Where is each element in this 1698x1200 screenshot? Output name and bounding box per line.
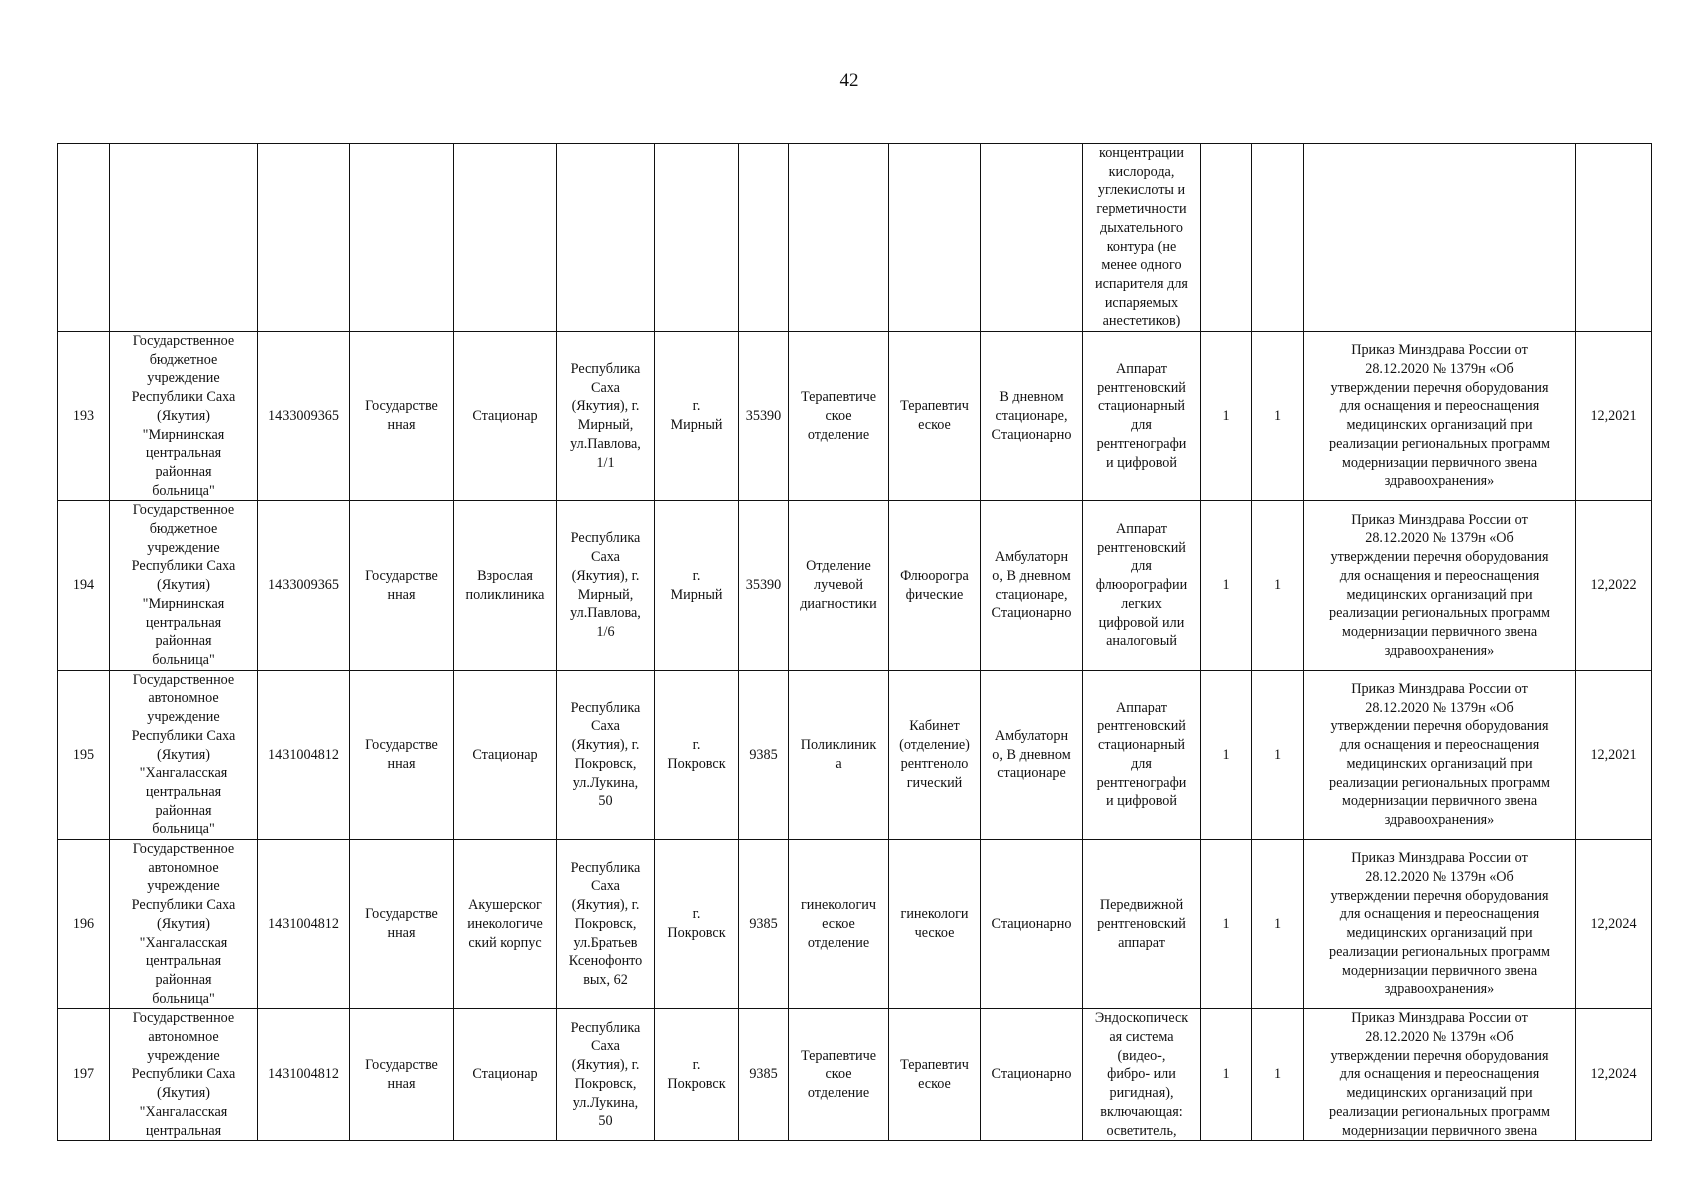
table-row (58, 1009, 1652, 1141)
cell-conditions: Амбулаторн о, В дневном стационаре (981, 670, 1083, 839)
cell-building: Стационар (454, 332, 557, 501)
cell-conditions (981, 144, 1083, 332)
cell-inn: 1431004812 (258, 670, 350, 839)
cell-num: 193 (58, 332, 110, 501)
cell-date (1576, 144, 1652, 332)
cell-num: 195 (58, 670, 110, 839)
cell-org (110, 144, 258, 332)
cell-profile (889, 144, 981, 332)
cell-date: 12,2021 (1576, 332, 1652, 501)
cell-department (789, 144, 889, 332)
cell-date: 12,2024 (1576, 1009, 1652, 1141)
cell-equipment: концентрации кислорода, углекислоты и герметичности дыхательного контура (не менее одного испарителя для испаряемых анестетиков) (1083, 144, 1201, 332)
cell-city: г. Покровск (655, 840, 739, 1009)
cell-basis: Приказ Минздрава России от 28.12.2020 № 1379н «Об утверждении перечня оборудования для оснащения и переоснащения медицинских организаций при реализации региональных программ модернизации первичного звена (1304, 1009, 1576, 1141)
cell-equipment: Передвижной рентгеновский аппарат (1083, 840, 1201, 1009)
cell-basis (1304, 144, 1576, 332)
cell-profile: Терапевтич еское (889, 332, 981, 501)
cell-conditions: Амбулаторн о, В дневном стационаре, Стационарно (981, 501, 1083, 670)
cell-equipment: Эндоскопическ ая система (видео-, фибро- или ригидная), включающая: осветитель, (1083, 1009, 1201, 1141)
cell-basis: Приказ Минздрава России от 28.12.2020 № 1379н «Об утверждении перечня оборудования для оснащения и переоснащения медицинских организаций при реализации региональных программ модернизации первичного звена здравоохранения» (1304, 840, 1576, 1009)
cell-address: Республика Саха (Якутия), г. Покровск, ул.Лукина, 50 (557, 1009, 655, 1141)
cell-qty-1: 1 (1201, 501, 1252, 670)
cell-building: Стационар (454, 670, 557, 839)
cell-ownership: Государстве нная (350, 840, 454, 1009)
cell-population: 35390 (739, 501, 789, 670)
cell-date: 12,2021 (1576, 670, 1652, 839)
cell-department: Поликлиник а (789, 670, 889, 839)
cell-org: Государственное автономное учреждение Республики Саха (Якутия) "Хангаласская центральная районная больница" (110, 670, 258, 839)
cell-department: Терапевтиче ское отделение (789, 1009, 889, 1141)
cell-basis: Приказ Минздрава России от 28.12.2020 № 1379н «Об утверждении перечня оборудования для оснащения и переоснащения медицинских организаций при реализации региональных программ модернизации первичного звена здравоохранения» (1304, 670, 1576, 839)
cell-qty-2 (1252, 144, 1304, 332)
cell-city: г. Мирный (655, 501, 739, 670)
cell-population: 9385 (739, 670, 789, 839)
cell-qty-1: 1 (1201, 332, 1252, 501)
table-row (58, 840, 1652, 1009)
cell-num: 194 (58, 501, 110, 670)
cell-inn: 1431004812 (258, 840, 350, 1009)
cell-department: Терапевтиче ское отделение (789, 332, 889, 501)
equipment-register-table (57, 143, 1652, 1141)
cell-equipment: Аппарат рентгеновский стационарный для рентгенографи и цифровой (1083, 670, 1201, 839)
cell-num: 196 (58, 840, 110, 1009)
cell-ownership: Государстве нная (350, 501, 454, 670)
cell-ownership (350, 144, 454, 332)
cell-department: гинекологич еское отделение (789, 840, 889, 1009)
cell-qty-1 (1201, 144, 1252, 332)
cell-inn: 1433009365 (258, 332, 350, 501)
cell-address (557, 144, 655, 332)
cell-qty-1: 1 (1201, 670, 1252, 839)
cell-population: 9385 (739, 1009, 789, 1141)
cell-city: г. Покровск (655, 670, 739, 839)
cell-city: г. Мирный (655, 332, 739, 501)
cell-building: Стационар (454, 1009, 557, 1141)
cell-basis: Приказ Минздрава России от 28.12.2020 № 1379н «Об утверждении перечня оборудования для оснащения и переоснащения медицинских организаций при реализации региональных программ модернизации первичного звена здравоохранения» (1304, 332, 1576, 501)
cell-inn (258, 144, 350, 332)
cell-profile: Терапевтич еское (889, 1009, 981, 1141)
table-row (58, 501, 1652, 670)
cell-org: Государственное бюджетное учреждение Республики Саха (Якутия) "Мирнинская центральная районная больница" (110, 332, 258, 501)
cell-address: Республика Саха (Якутия), г. Мирный, ул.Павлова, 1/6 (557, 501, 655, 670)
cell-qty-2: 1 (1252, 501, 1304, 670)
cell-qty-1: 1 (1201, 840, 1252, 1009)
cell-num (58, 144, 110, 332)
page-number: 42 (839, 70, 859, 91)
cell-building: Акушерског инекологиче ский корпус (454, 840, 557, 1009)
cell-population: 9385 (739, 840, 789, 1009)
cell-qty-1: 1 (1201, 1009, 1252, 1141)
cell-city (655, 144, 739, 332)
cell-building (454, 144, 557, 332)
cell-basis: Приказ Минздрава России от 28.12.2020 № 1379н «Об утверждении перечня оборудования для оснащения и переоснащения медицинских организаций при реализации региональных программ модернизации первичного звена здравоохранения» (1304, 501, 1576, 670)
cell-address: Республика Саха (Якутия), г. Покровск, ул.Братьев Ксенофонто вых, 62 (557, 840, 655, 1009)
cell-conditions: Стационарно (981, 1009, 1083, 1141)
cell-profile: Флюорогра фические (889, 501, 981, 670)
cell-population: 35390 (739, 332, 789, 501)
cell-conditions: Стационарно (981, 840, 1083, 1009)
cell-department: Отделение лучевой диагностики (789, 501, 889, 670)
cell-org: Государственное автономное учреждение Республики Саха (Якутия) "Хангаласская центральная районная больница" (110, 840, 258, 1009)
cell-num: 197 (58, 1009, 110, 1141)
table-row (58, 332, 1652, 501)
cell-address: Республика Саха (Якутия), г. Покровск, ул.Лукина, 50 (557, 670, 655, 839)
cell-address: Республика Саха (Якутия), г. Мирный, ул.Павлова, 1/1 (557, 332, 655, 501)
cell-qty-2: 1 (1252, 840, 1304, 1009)
cell-building: Взрослая поликлиника (454, 501, 557, 670)
cell-qty-2: 1 (1252, 670, 1304, 839)
continuation-row (58, 144, 1652, 332)
cell-org: Государственное бюджетное учреждение Республики Саха (Якутия) "Мирнинская центральная районная больница" (110, 501, 258, 670)
cell-qty-2: 1 (1252, 1009, 1304, 1141)
cell-population (739, 144, 789, 332)
table-row (58, 670, 1652, 839)
cell-profile: гинекологи ческое (889, 840, 981, 1009)
cell-qty-2: 1 (1252, 332, 1304, 501)
cell-ownership: Государстве нная (350, 1009, 454, 1141)
cell-conditions: В дневном стационаре, Стационарно (981, 332, 1083, 501)
cell-inn: 1433009365 (258, 501, 350, 670)
cell-inn: 1431004812 (258, 1009, 350, 1141)
cell-ownership: Государстве нная (350, 332, 454, 501)
cell-ownership: Государстве нная (350, 670, 454, 839)
cell-city: г. Покровск (655, 1009, 739, 1141)
cell-date: 12,2022 (1576, 501, 1652, 670)
cell-equipment: Аппарат рентгеновский для флюорографии легких цифровой или аналоговый (1083, 501, 1201, 670)
cell-profile: Кабинет (отделение) рентгеноло гический (889, 670, 981, 839)
table-body (58, 144, 1652, 1141)
cell-org: Государственное автономное учреждение Республики Саха (Якутия) "Хангаласская центральная (110, 1009, 258, 1141)
cell-date: 12,2024 (1576, 840, 1652, 1009)
cell-equipment: Аппарат рентгеновский стационарный для рентгенографи и цифровой (1083, 332, 1201, 501)
